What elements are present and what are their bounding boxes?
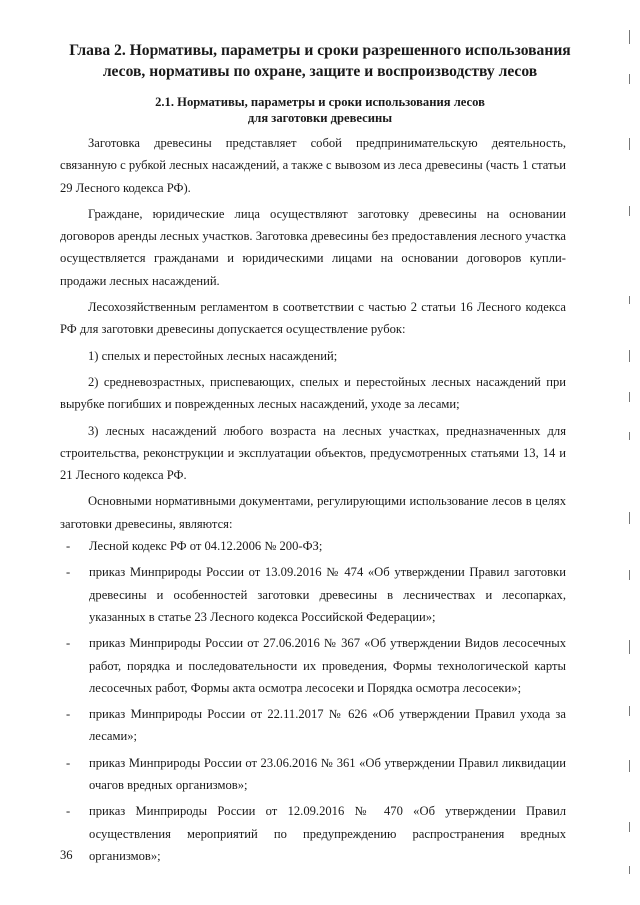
numbered-item: 2) средневозрастных, приспевающих, спелых и перестойных лесных насаждений при вырубке погибших и поврежденных лесных насаждений, уходе за лесами; (60, 374, 566, 412)
body-text (60, 132, 566, 867)
list-item-text: приказ Минприроды России от 12.09.2016 № 470 «Об утверждении Правил осуществления мероприятий по предупреждению распространения вредных организмов»; (89, 804, 566, 863)
chapter-title-line-2: лесов, нормативы по охране, защите и воспроизводству лесов (102, 63, 538, 80)
bullet-dash: - (66, 539, 71, 554)
list-item (60, 752, 566, 797)
chapter-title-line-1: Глава 2. Нормативы, параметры и сроки разрешенного использования (69, 42, 571, 59)
list-item-text: приказ Минприроды России от 22.11.2017 № 626 «Об утверждении Правил ухода за лесами»; (89, 707, 566, 744)
list-item-text: приказ Минприроды России от 27.06.2016 № 367 «Об утверждении Видов лесосечных работ, порядка и последовательности их проведения, Формы технологической карты лесосечных работ, Формы акта осмотра лесосеки и Порядка осмотра лесосеки»; (89, 636, 566, 695)
page-number: 36 (60, 848, 73, 862)
bullet-dash: - (66, 804, 71, 819)
bullet-dash: - (66, 755, 71, 770)
chapter-title (40, 40, 600, 82)
list-item (60, 561, 566, 628)
list-item-text: Лесной кодекс РФ от 04.12.2006 № 200-ФЗ; (89, 539, 323, 554)
section-title-line-1: 2.1. Нормативы, параметры и сроки использования лесов (155, 95, 485, 109)
bullet-dash: - (66, 565, 71, 580)
paragraph: Граждане, юридические лица осуществляют заготовку древесины на основании договоров аренды лесных участков. Заготовка древесины без предоставления лесного участка осуществляется гражданами и юридическими лицами на основании договоров купли-продажи лесных насаждений. (60, 206, 567, 288)
list-item (60, 535, 566, 557)
bullet-dash: - (66, 707, 71, 722)
paragraph: Заготовка древесины представляет собой предпринимательскую деятельность, связанную с рубкой лесных насаждений, а также с вывозом из леса древесины (часть 1 статьи 29 Лесного кодекса РФ). (60, 136, 566, 195)
scan-margin-marks (616, 0, 640, 905)
bullet-dash: - (66, 636, 71, 651)
regulation-list (60, 535, 566, 867)
numbered-item: 3) лесных насаждений любого возраста на лесных участках, предназначенных для строительства, реконструкции и эксплуатации объектов, предусмотренных статьями 13, 14 и 21 Лесного кодекса РФ. (60, 423, 566, 483)
section-title (60, 94, 580, 126)
list-item (60, 632, 566, 699)
paragraph: Лесохозяйственным регламентом в соответствии с частью 2 статьи 16 Лесного кодекса РФ для заготовки древесины допускается осуществление рубок: (60, 300, 566, 337)
list-item-text: приказ Минприроды России от 13.09.2016 № 474 «Об утверждении Правил заготовки древесины и особенностей заготовки древесины в лесничествах и лесопарках, указанных в статье 23 Лесного кодекса Российской Федерации»; (89, 565, 566, 624)
numbered-item: 1) спелых и перестойных лесных насаждений; (88, 348, 338, 363)
list-item (60, 703, 566, 748)
list-item-text: приказ Минприроды России от 23.06.2016 № 361 «Об утверждении Правил ликвидации очагов вредных организмов»; (89, 755, 566, 793)
paragraph: Основными нормативными документами, регулирующими использование лесов в целях заготовки древесины, являются: (60, 494, 566, 531)
list-item (60, 800, 566, 867)
section-title-line-2: для заготовки древесины (247, 111, 393, 125)
